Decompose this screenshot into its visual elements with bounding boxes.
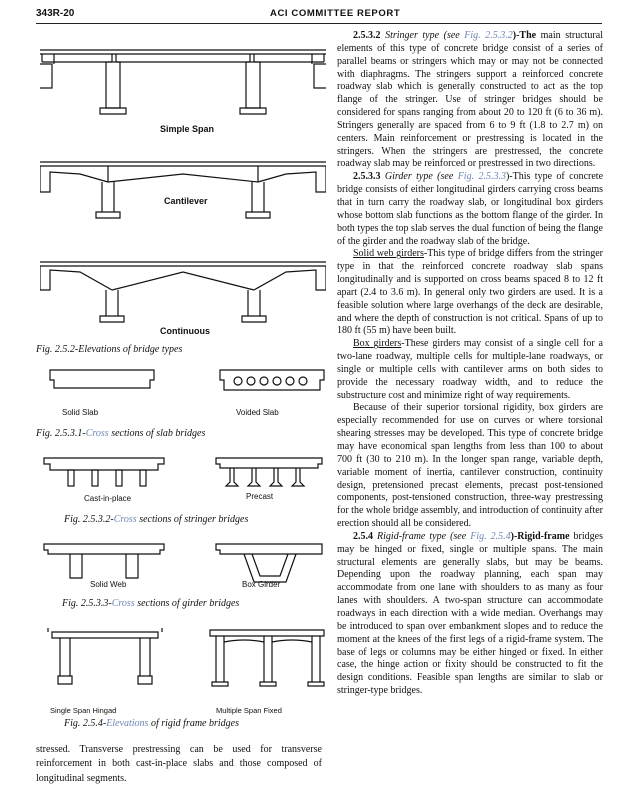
- right-column: [337, 30, 603, 698]
- girder-sections-figure: [40, 538, 326, 598]
- box-girder-label: Box Girder: [242, 580, 281, 589]
- para-solid-web-girders: Solid web girders-This type of bridge differs from the stringer type in that the reinforced concrete roadway slab spans longitudinally and is supported on cross beams spaced 8 to 12 ft apart (2.4 to 3.6 m). In general only two girders are used. It is a feasible solution where large overhangs of the deck are desirable, and where the depth of construction is not critical. Spans of up to 180 ft (55 m) have been built.: [337, 248, 604, 337]
- slab-sections-drawing: [40, 366, 326, 426]
- girder-sections-drawing: [40, 538, 326, 598]
- rigid-frame-drawing: [40, 620, 326, 716]
- para-rigid-frame-type: 2.5.4 Rigid-frame type (see Fig. 2.5.4)-Rigid-frame bridges may be hinged or fixed, single or multiple spans. The main structural elements are generally slabs, but may be beams. Depending upon the roadway planning, each span may accommodate from one lane with shoulders to as many as four lanes with shoulders. A two-span structure can accommodate roadways in each direction with a wide median. Overhangs may be introduced to span over embankment slopes and to reduce the moment at the knees of the first legs of a rigid-frame system. The base of legs or columns may be either hinged or fixed. In either case, the hinge action or fixity should be constructed to fit the design conditions. Feasible span lengths are similar to slab or stringer-type bridges.: [337, 530, 603, 697]
- simple-span-label: Simple Span: [160, 124, 215, 134]
- para-box-girders: Box girders-These girders may consist of a single cell for a two-lane roadway, multiple cells for multiple-lane roadways, or single or multiple cells with cantilever arms on both sides to provide the necessary roadway width, and to reduce the substructure cost and minimize right of way requirements.: [337, 338, 603, 401]
- cantilever-figure: [40, 152, 326, 242]
- precast-label: Precast: [246, 492, 274, 501]
- simple-span-drawing: [40, 38, 326, 138]
- solid-slab-label: Solid Slab: [62, 408, 99, 417]
- simple-span-figure: [40, 38, 326, 138]
- caption-fig-2-5-2: Fig. 2.5.2-Elevations of bridge types: [36, 344, 183, 355]
- solid-web-label: Solid Web: [90, 580, 127, 589]
- page-number: 343R-20: [36, 8, 75, 19]
- slab-sections-figure: [40, 366, 326, 426]
- caption-fig-2-5-3-2: Fig. 2.5.3.2-Cross sections of stringer bridges: [64, 514, 249, 525]
- stringer-sections-drawing: [40, 452, 326, 508]
- rigid-frame-figure: [40, 620, 326, 716]
- voided-slab-label: Voided Slab: [236, 408, 279, 417]
- left-column-text: stressed. Transverse prestressing can be used for transverse reinforcement in both cast-in-place slabs and those composed of longitudinal segments.: [36, 744, 322, 784]
- caption-fig-2-5-3-1: Fig. 2.5.3.1-Cross sections of slab bridges: [36, 428, 206, 439]
- multiple-span-label: Multiple Span Fixed: [216, 706, 282, 715]
- para-girder-type: 2.5.3.3 Girder type (see Fig. 2.5.3.3)-This type of concrete bridge consists of either longitudinal girders carrying cross beams that in turn carry the roadway slab, or longitudinal box girders whose bottom slab functions as the bottom flange of the girder. In both types the top slab serves the dual function of being the flange of the girder and the roadway slab of the bridge.: [337, 171, 604, 247]
- caption-fig-2-5-4: Fig. 2.5.4-Elevations of rigid frame bridges: [64, 718, 239, 729]
- cantilever-label: Cantilever: [164, 196, 208, 206]
- header-rule: [36, 23, 602, 24]
- continuous-figure: [40, 256, 326, 340]
- para-box-girders-2: Because of their superior torsional rigidity, box girders are especially recommended for use on curves or where torsional shearing stresses may be developed. This type of concrete bridge may have economical span lengths from less than 100 to about 700 ft (30 to 210 m). In the longer span range, variable depth, variable moment of inertia, cantilever construction, continuity design, pretensioned precast elements, precast post-tensioned components, post-tensioned construction, three-way prestressing for the whole bridge assembly, and introduction of continuity after erection should all be considered.: [337, 402, 603, 530]
- cast-in-place-label: Cast-in-place: [84, 494, 132, 503]
- report-title: ACI COMMITTEE REPORT: [270, 8, 401, 19]
- continuous-label: Continuous: [160, 326, 210, 336]
- caption-fig-2-5-3-3: Fig. 2.5.3.3-Cross sections of girder bridges: [62, 598, 240, 609]
- stringer-sections-figure: [40, 452, 326, 508]
- single-span-label: Single Span Hingad: [50, 706, 117, 715]
- para-stringer-type: 2.5.3.2 Stringer type (see Fig. 2.5.3.2)-The main structural elements of this type of concrete bridge consist of a series of parallel beams or stringers which may or may not be connected with diaphragms. The stringers support a reinforced concrete roadway slab which is generally constructed to act as the top flange of the stringer. Use of stringer bridges should be considered for spans ranging from about 20 to 120 ft (6 to 36 m). Stringers generally are spaced from 6 to 9 ft (1.8 to 2.7 m) on centers. Main reinforcement or prestressing is located in the stringers. When the stringers are prestressed, the concrete roadway slab may be reinforced or prestressed in two directions.: [337, 30, 603, 170]
